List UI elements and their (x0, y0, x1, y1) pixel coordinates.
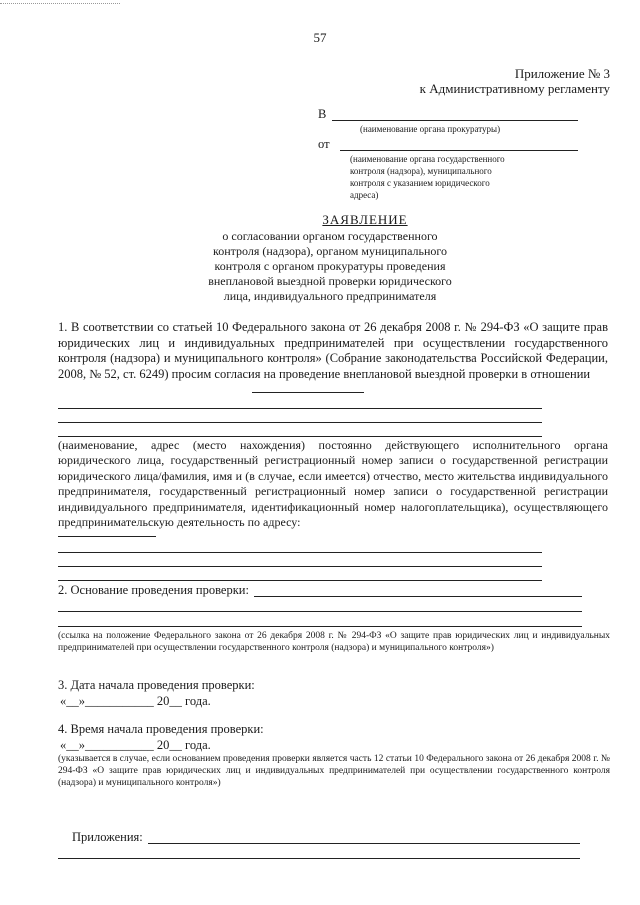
appendix-regulation: к Административному регламенту (419, 81, 610, 96)
address-field-line[interactable] (58, 536, 156, 537)
blank-line[interactable] (58, 858, 580, 859)
section-1-text: 1. В соответствии со статьей 10 Федерального закона от 26 декабря 2008 г. № 294-ФЗ «О защите прав юридических лиц и индивидуальных предпринимателей при осуществлении государственного контроля (надзора) и муниципального контроля» (Собрание законодательства Российской Федерации, 2008, № 52, ст. 6249) просим согласия на проведение внеплановой выездной проверки в отношении (58, 320, 608, 381)
from-caption-line: (наименование органа государственного (350, 154, 505, 164)
section-1-caption: (наименование, адрес (место нахождения) постоянно действующего исполнительного органа юридического лица, государственный регистрационный номер записи о государственной регистрации юридического лица/фамилия, имя и (в случае, если имеется) отчество, место жительства индивидуального предпринимателя, государственный регистрационный номер записи о государственной регистрации индивидуального предпринимателя, идентификационный номер налогоплательщика), осуществляющего предпринимательскую деятельность по адресу: (58, 438, 608, 530)
blank-line[interactable] (58, 552, 542, 553)
attachments-field-line[interactable] (148, 843, 580, 844)
blank-line[interactable] (58, 566, 542, 567)
from-caption (350, 153, 570, 201)
appendix-number: Приложение № 3 (514, 66, 610, 81)
document-title-text: ЗАЯВЛЕНИЕ (322, 212, 408, 227)
blank-line[interactable] (58, 626, 582, 627)
scan-edge-mark (0, 0, 120, 4)
section-4-label: 4. Время начала проведения проверки: (58, 722, 264, 736)
subtitle-line: контроля (надзора), органом муниципального (212, 244, 448, 258)
section-3-date[interactable]: «__»___________ 20__ года. (60, 694, 211, 708)
section-4-note: (указывается в случае, если основанием проведения проверки является часть 12 статьи 10 Федерального закона от 26 декабря 2008 г. № 294-ФЗ «О защите прав юридических лиц и индивидуальных предпринимателей при осуществлении государственного контроля (надзора) и муниципального контроля») (58, 754, 610, 788)
appendix-header (420, 66, 610, 96)
subtitle-line: о согласовании органом государственного (222, 229, 438, 243)
from-caption-line: контроля с указанием юридического (350, 178, 490, 188)
subtitle-line: контроля с органом прокуратуры проведения (214, 259, 446, 273)
blank-line[interactable] (58, 422, 542, 423)
blank-line[interactable] (58, 408, 542, 409)
section-4-date[interactable]: «__»___________ 20__ года. (60, 738, 211, 752)
to-prefix: В (318, 107, 327, 121)
basis-field-line[interactable] (254, 596, 582, 597)
from-caption-line: адреса) (350, 190, 379, 200)
blank-line[interactable] (58, 580, 542, 581)
document-title (45, 212, 640, 228)
attachments-label: Приложения: (72, 830, 143, 844)
from-caption-line: контроля (надзора), муниципального (350, 166, 492, 176)
from-field-line[interactable] (340, 150, 578, 151)
blank-line[interactable] (58, 436, 542, 437)
subtitle-line: лица, индивидуального предпринимателя (223, 289, 437, 303)
section-3-label: 3. Дата начала проведения проверки: (58, 678, 255, 692)
section-2-label: 2. Основание проведения проверки: (58, 583, 249, 597)
to-caption: (наименование органа прокуратуры) (360, 124, 501, 134)
subtitle-line: внеплановой выездной проверки юридического (208, 274, 452, 288)
page-number: 57 (313, 30, 327, 45)
section-2-note: (ссылка на положение Федерального закона от 26 декабря 2008 г. № 294-ФЗ «О защите прав юридических лиц и индивидуальных предпринимателей при осуществлении государственного контроля (надзора) и муниципального контроля») (58, 631, 610, 653)
to-field-line[interactable] (332, 120, 578, 121)
from-prefix: от (318, 137, 330, 151)
subject-field-line[interactable] (252, 392, 364, 393)
document-subtitle (170, 229, 490, 304)
blank-line[interactable] (58, 611, 582, 612)
